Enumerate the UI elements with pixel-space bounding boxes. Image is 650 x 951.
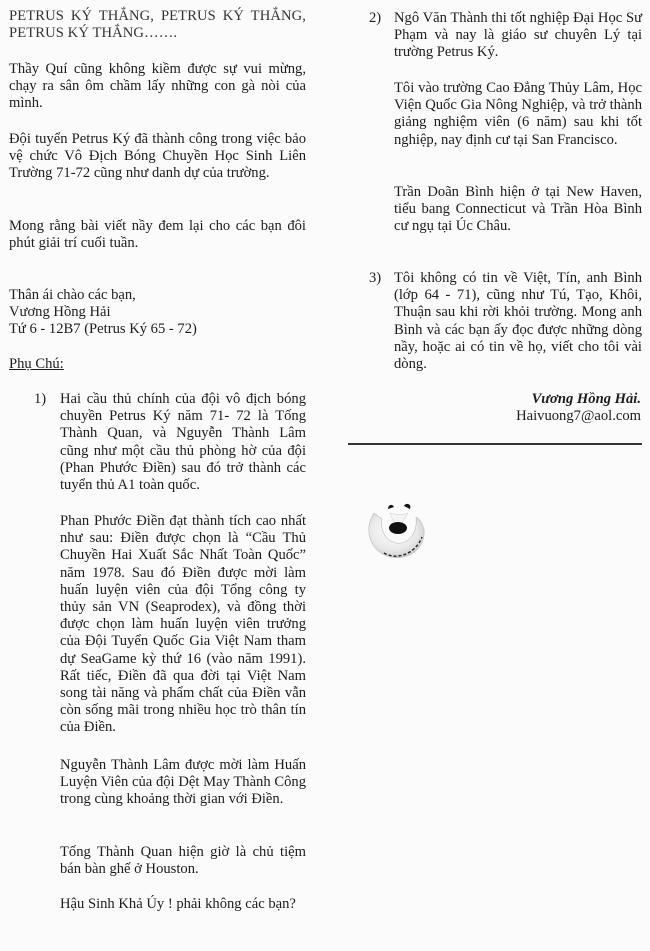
note-3-paragraph: Tôi không có tin về Việt, Tín, anh Bình (lớp 64 - 71), cũng như Tú, Tạo, Khôi, Thuận sau khi rời khỏi trường. Mong anh Bình và các bạn ấy đọc được những dòng nầy, hoặc ai có tin về họ, viết cho tôi vài dòng. [394, 270, 642, 373]
note-1-paragraph-dien: Phan Phước Điền đạt thành tích cao nhất như sau: Điền được chọn là “Cầu Thủ Chuyền Hai Xuất Sắc Nhất Toàn Quốc” năm 1978. Sau đó Điền được mời làm huấn luyện viên của đội Tổng công ty thủy sản VN (Seaprodex), và đồng thời được chọn làm huấn luyện viên trưởng của Đội Tuyển Quốc Gia Việt Nam tham dự SeaGame kỳ thứ 16 (vào năm 1991). Rất tiếc, Điền đã qua đời tại Việt Nam song tài năng và phẩm chất của Điền vẫn còn sống mãi trong nhiều học trò thân tín của Điền. [60, 513, 306, 736]
paragraph-celebration: Thầy Quí cũng không kiềm được sự vui mừng, chạy ra sân ôm chầm lấy những con gà nòi của mình. [9, 61, 306, 112]
section-divider [348, 443, 642, 445]
note-1-paragraph-quan: Tống Thành Quan hiện giờ là chủ tiệm bán bàn ghế ở Houston. [60, 844, 306, 878]
paragraph-closing-wish: Mong rằng bài viết nầy đem lại cho các bạn đôi phút giải trí cuối tuần. [9, 218, 306, 252]
closing-greeting: Thân ái chào các bạn, [9, 287, 136, 303]
cartoon-face-icon [358, 493, 438, 563]
note-2-paragraph-thanh: Ngô Văn Thành thi tốt nghiệp Đại Học Sư Phạm và nay là giáo sư chuyên Lý tại trường Petrus Ký. [394, 10, 642, 61]
signature-block [360, 391, 641, 425]
note-1-paragraph-players: Hai cầu thủ chính của đội vô địch bóng chuyền Petrus Ký năm 71- 72 là Tống Thành Quan, và Nguyễn Thành Lâm cũng như một cầu thủ phòng hờ của đội (Phan Phước Điền) sau đó trở thành các tuyển thủ A1 toàn quốc. [60, 391, 306, 494]
closing-author-class: Tứ 6 - 12B7 (Petrus Ký 65 - 72) [9, 321, 197, 338]
signature-email[interactable]: Haivuong7@aol.com [516, 408, 641, 425]
note-3-number: 3) [369, 270, 382, 286]
closing-signature [9, 287, 306, 339]
note-2-paragraph-author: Tôi vào trường Cao Đẳng Thủy Lâm, Học Viện Quốc Gia Nông Nghiệp, và trở thành giảng nghiệm viên (6 năm) sau khi tốt nghiệp, nay định cư tại San Francisco. [394, 80, 642, 148]
note-2-paragraph-binh: Trần Doãn Bình hiện ở tại New Haven, tiểu bang Connecticut và Trần Hòa Bình cư ngụ tại Úc Châu. [394, 184, 642, 235]
note-1-paragraph-lam: Nguyễn Thành Lâm được mời làm Huấn Luyện Viên của đội Dệt May Thành Công trong cùng khoảng thời gian với Điền. [60, 757, 306, 808]
note-2-number: 2) [369, 10, 382, 26]
closing-author-name: Vương Hồng Hải [9, 304, 111, 321]
note-1-number: 1) [34, 391, 47, 407]
article-heading: PETRUS KÝ THẮNG, PETRUS KÝ THẮNG, PETRUS KÝ THẮNG……. [9, 8, 306, 42]
note-1-paragraph-closing: Hậu Sinh Khả Úy ! phải không các bạn? [60, 896, 296, 912]
notes-heading: Phụ Chú: [9, 356, 64, 372]
paragraph-championship: Đội tuyển Petrus Ký đã thành công trong việc bảo vệ chức Vô Địch Bóng Chuyền Học Sinh Liên Trường 71-72 cũng như danh dự của trường. [9, 131, 306, 182]
signature-name: Vương Hồng Hải. [531, 391, 641, 407]
